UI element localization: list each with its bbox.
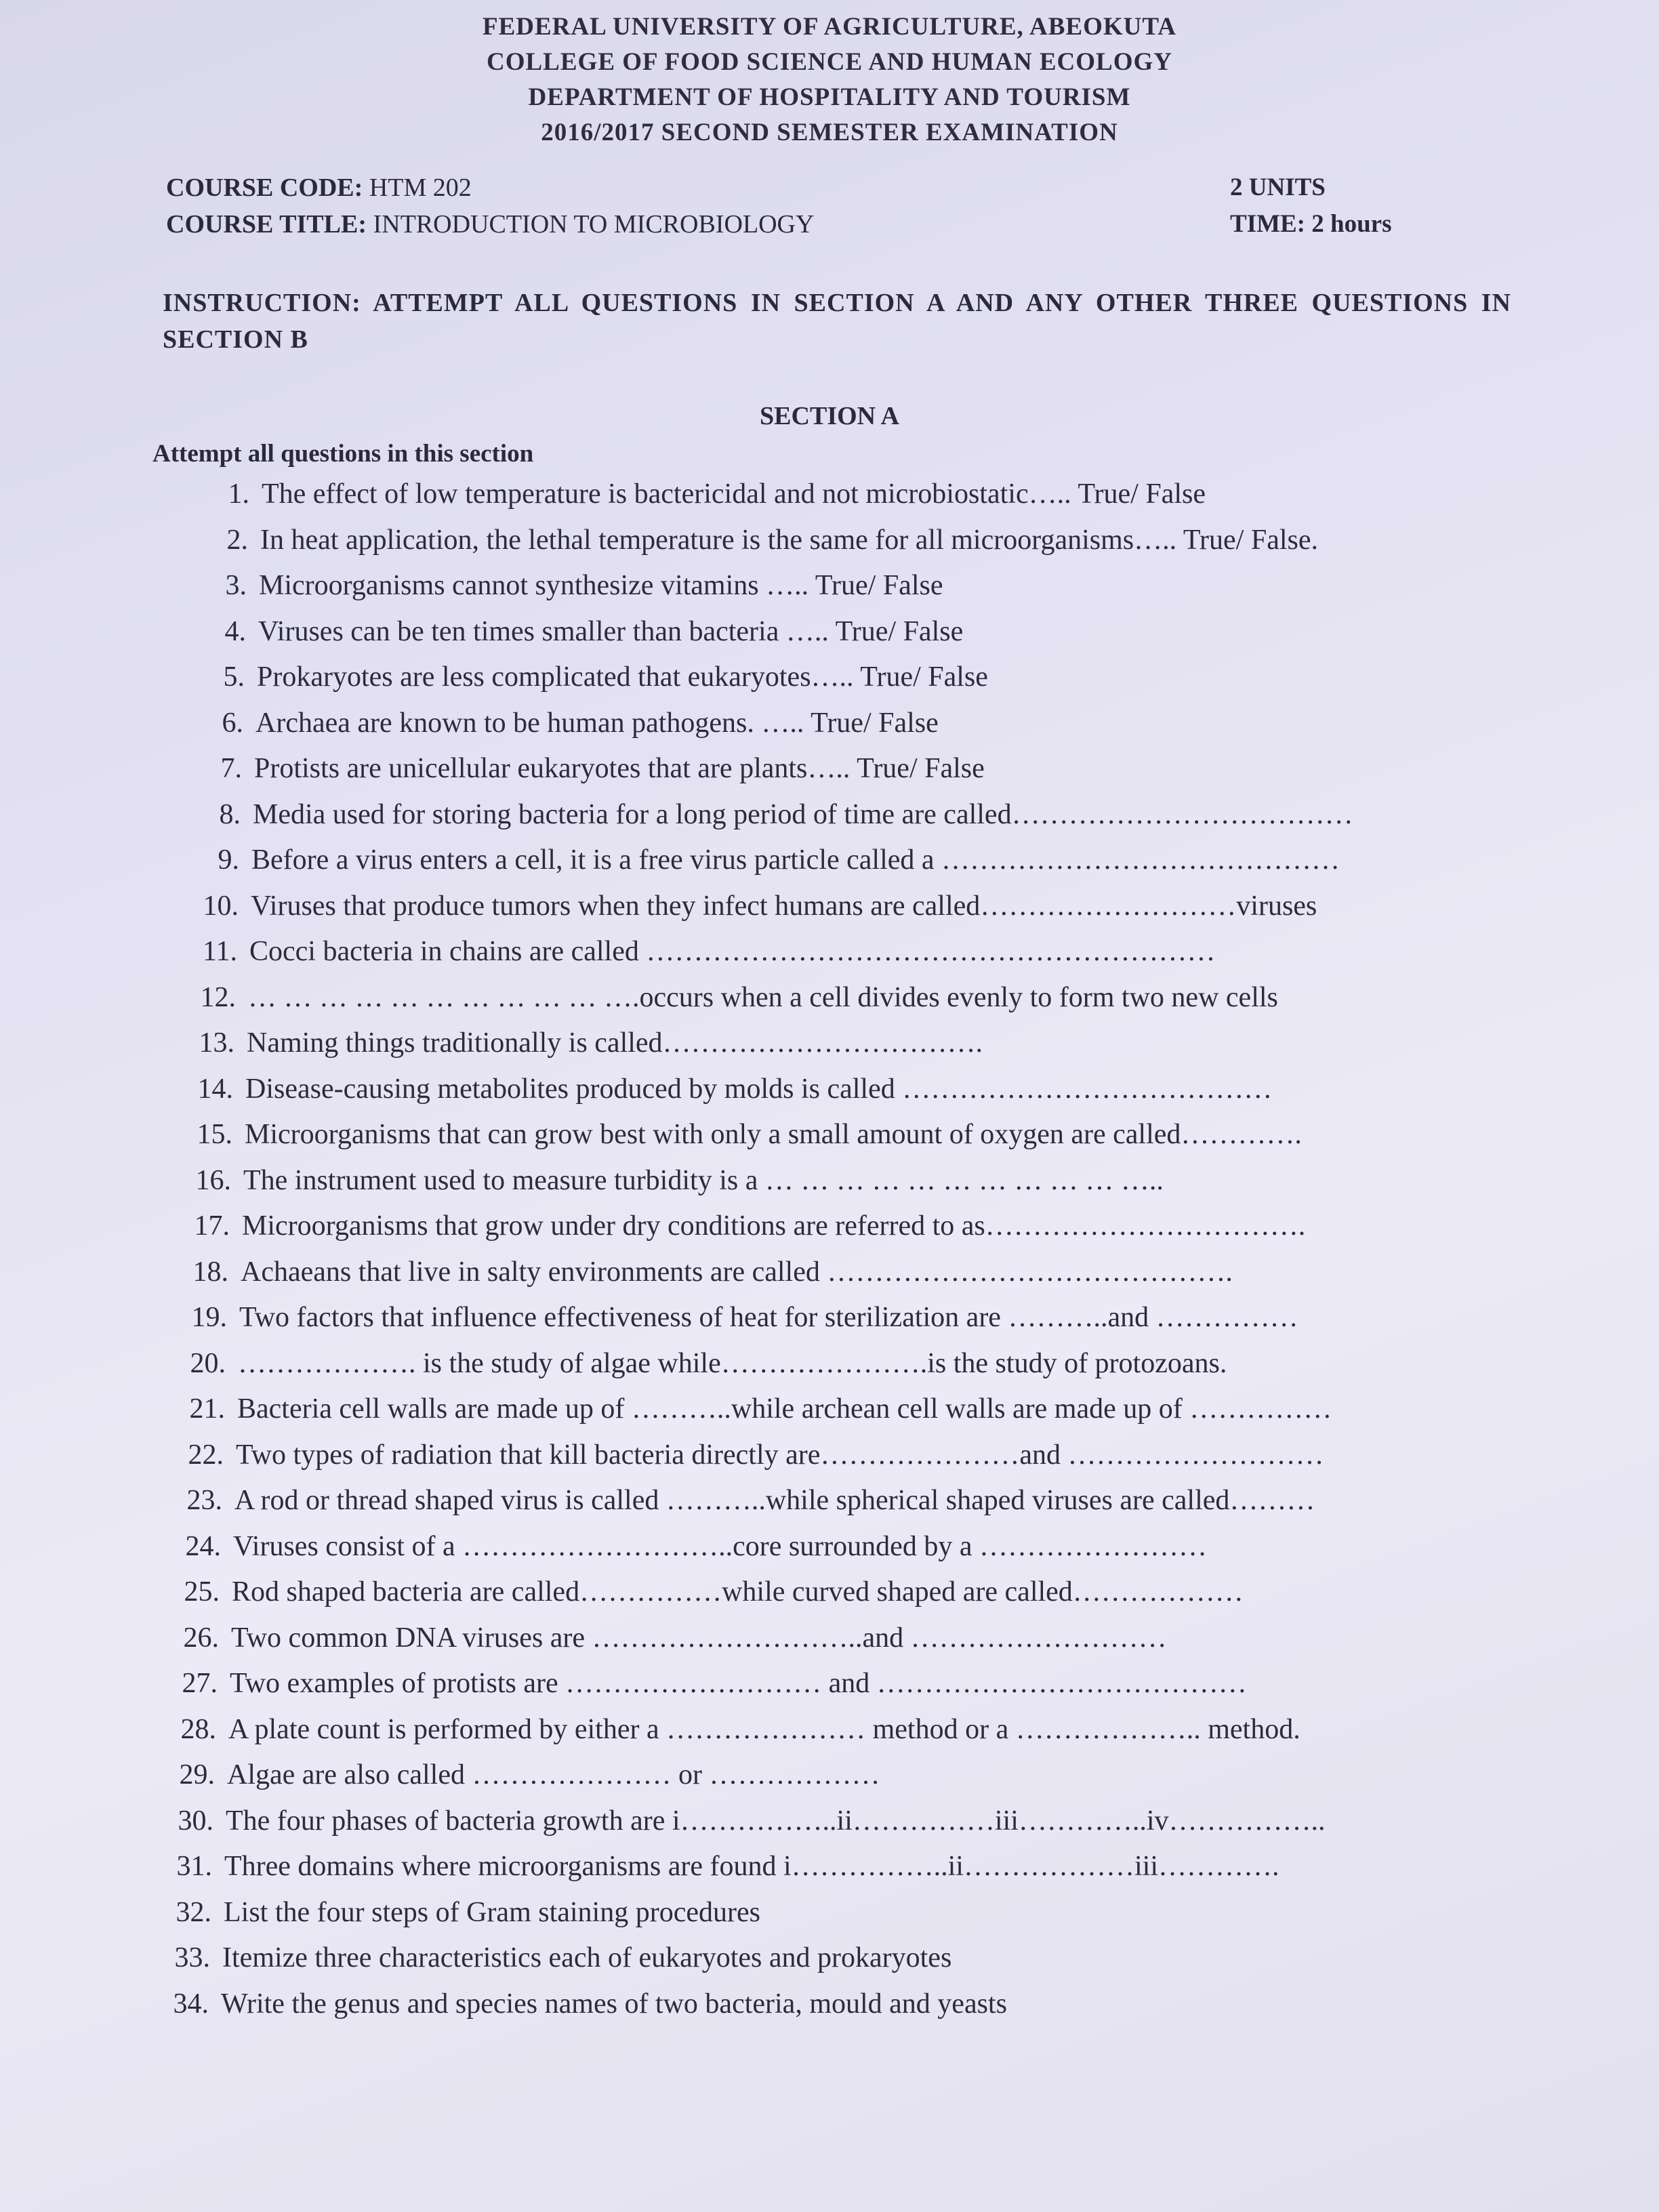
question-text: A plate count is performed by either a ………………… method or a ……………….. method. — [228, 1714, 1300, 1745]
question-item — [178, 1161, 1164, 1200]
question-item — [169, 1481, 1315, 1520]
question-text: Disease-causing metabolites produced by molds is called ………………………………… — [245, 1073, 1273, 1105]
question-number: 30. — [178, 1805, 213, 1837]
question-number: 28. — [180, 1714, 216, 1745]
question-number: 7. — [220, 753, 242, 784]
question-text: … … … … … … … … … … ….occurs when a cell divides evenly to form two new cells — [248, 982, 1278, 1013]
question-item — [165, 1664, 1247, 1703]
question-number: 17. — [194, 1210, 230, 1242]
question-text: A rod or thread shaped virus is called ………..while spherical shaped viruses are called……… — [234, 1485, 1315, 1516]
question-number: 25. — [184, 1576, 220, 1607]
question-text: Bacteria cell walls are made up of ………..while archean cell walls are made up of …………… — [237, 1393, 1332, 1425]
section-subtitle: Attempt all questions in this section — [152, 440, 534, 468]
question-item — [172, 1389, 1332, 1429]
question-number: 20. — [190, 1348, 226, 1379]
question-number: 34. — [173, 1988, 209, 2020]
question-number: 10. — [203, 890, 239, 922]
question-number: 31. — [176, 1851, 212, 1882]
question-item — [163, 1710, 1300, 1749]
question-text: The instrument used to measure turbidity is a … … … … … … … … … … ….. — [243, 1165, 1164, 1196]
course-code-row — [166, 169, 1454, 206]
question-text: Viruses consist of a ………………………..core surrounded by a …………………… — [233, 1531, 1207, 1562]
question-item — [180, 1069, 1272, 1109]
department-name: DEPARTMENT OF HOSPITALITY AND TOURISM — [528, 83, 1131, 111]
question-number: 12. — [200, 982, 236, 1013]
question-number: 13. — [199, 1027, 234, 1059]
question-text: Archaea are known to be human pathogens. ….. True/ False — [255, 708, 939, 739]
question-item — [173, 1344, 1227, 1383]
question-text: The four phases of bacteria growth are i……………..ii……………iii…………..iv…………….. — [226, 1805, 1326, 1837]
question-item — [180, 1115, 1302, 1154]
question-number: 5. — [223, 661, 245, 693]
question-item — [195, 520, 1318, 560]
course-title — [166, 206, 814, 243]
question-number: 8. — [219, 799, 241, 830]
question-item — [182, 1023, 983, 1063]
question-number: 27. — [182, 1668, 218, 1699]
question-item — [166, 1618, 1167, 1658]
course-code-value: HTM 202 — [369, 173, 472, 202]
question-number: 18. — [192, 1256, 228, 1288]
question-number: 33. — [174, 1942, 210, 1973]
question-text: Microorganisms cannot synthesize vitamins ….. True/ False — [259, 570, 943, 601]
question-item — [162, 1755, 880, 1795]
question-text: In heat application, the lethal temperature is the same for all microorganisms….. True/ False. — [260, 525, 1318, 556]
course-title-label: COURSE TITLE: — [166, 210, 367, 239]
course-units: 2 UNITS — [1230, 173, 1326, 201]
question-number: 23. — [186, 1485, 222, 1516]
question-text: Cocci bacteria in chains are called …………………………………………………… — [249, 936, 1216, 967]
question-text: Protists are unicellular eukaryotes that are plants….. True/ False — [254, 753, 985, 784]
question-item — [159, 1847, 1279, 1886]
question-text: Write the genus and species names of two bacteria, mould and yeasts — [221, 1988, 1007, 2020]
exam-title: 2016/2017 SECOND SEMESTER EXAMINATION — [541, 119, 1118, 146]
question-item — [167, 1572, 1244, 1612]
course-code — [166, 169, 472, 206]
question-number: 26. — [183, 1622, 219, 1654]
question-item — [171, 1435, 1324, 1475]
question-number: 15. — [197, 1119, 232, 1150]
course-title-row — [166, 206, 1454, 243]
question-item — [161, 1801, 1326, 1841]
university-name: FEDERAL UNIVERSITY OF AGRICULTURE, ABEOKUTA — [482, 13, 1177, 41]
question-number: 3. — [225, 570, 247, 601]
instruction-text: INSTRUCTION: ATTEMPT ALL QUESTIONS IN SECTION A AND ANY OTHER THREE QUESTIONS IN SECTION B — [163, 289, 1511, 354]
question-item — [159, 1893, 760, 1932]
question-item — [168, 1527, 1207, 1566]
question-text: Three domains where microorganisms are found i……………..ii………………iii…………. — [224, 1851, 1279, 1882]
question-number: 19. — [191, 1302, 227, 1333]
section-title: SECTION A — [760, 402, 899, 430]
question-text: Naming things traditionally is called……………………………. — [247, 1027, 983, 1059]
question-item — [186, 886, 1317, 926]
question-item — [194, 566, 943, 605]
question-item — [176, 1252, 1233, 1292]
question-number: 29. — [179, 1759, 215, 1790]
question-text: Rod shaped bacteria are called……………while curved shaped are called……………… — [232, 1576, 1244, 1607]
question-text: ………………. is the study of algae while………………….is the study of protozoans. — [238, 1348, 1227, 1379]
question-item — [177, 1206, 1305, 1246]
question-text: Algae are also called ………………… or ……………… — [227, 1759, 880, 1790]
question-number: 2. — [226, 525, 248, 556]
question-number: 4. — [224, 616, 246, 647]
question-text: Achaeans that live in salty environments are called ……………………………………. — [241, 1256, 1233, 1288]
question-item — [156, 1984, 1007, 2024]
question-text: Viruses can be ten times smaller than bacteria ….. True/ False — [258, 616, 964, 647]
question-item — [157, 1938, 951, 1978]
question-text: Microorganisms that can grow best with only a small amount of oxygen are called…………. — [245, 1119, 1302, 1150]
question-number: 1. — [228, 478, 249, 510]
question-text: Media used for storing bacteria for a long period of time are called……………………………… — [253, 799, 1353, 830]
question-number: 11. — [203, 936, 237, 967]
question-text: Two common DNA viruses are ………………………..and ……………………… — [231, 1622, 1167, 1654]
question-item — [190, 703, 939, 743]
question-text: Two types of radiation that kill bacteria directly are…………………and ……………………… — [236, 1439, 1324, 1471]
question-number: 24. — [185, 1531, 221, 1562]
course-title-value: INTRODUCTION TO MICROBIOLOGY — [373, 210, 815, 239]
course-info — [166, 169, 1454, 243]
question-text: Viruses that produce tumors when they infect humans are called………………………viruses — [251, 890, 1317, 922]
question-text: Prokaryotes are less complicated that eukaryotes….. True/ False — [257, 661, 988, 693]
question-item — [193, 612, 963, 651]
question-text: List the four steps of Gram staining procedures — [224, 1897, 760, 1928]
question-number: 22. — [188, 1439, 224, 1471]
question-number: 16. — [195, 1165, 231, 1196]
question-text: The effect of low temperature is bactericidal and not microbiostatic….. True/ False — [262, 478, 1206, 510]
question-item — [197, 474, 1206, 514]
question-number: 6. — [222, 708, 243, 739]
question-number: 21. — [189, 1393, 225, 1425]
question-number: 14. — [197, 1073, 233, 1105]
question-text: Before a virus enters a cell, it is a free virus particle called a …………………………………… — [251, 844, 1340, 876]
question-item — [183, 978, 1278, 1017]
question-item — [189, 749, 985, 788]
question-text: Microorganisms that grow under dry conditions are referred to as……………………………. — [242, 1210, 1306, 1242]
college-name: COLLEGE OF FOOD SCIENCE AND HUMAN ECOLOGY — [487, 48, 1172, 76]
question-item — [186, 840, 1340, 880]
course-code-label: COURSE CODE: — [166, 173, 363, 202]
question-text: Two factors that influence effectiveness of heat for sterilization are ………..and …………… — [239, 1302, 1298, 1333]
question-item — [192, 657, 988, 697]
question-number: 32. — [176, 1897, 211, 1928]
question-item — [184, 932, 1215, 971]
question-text: Itemize three characteristics each of eukaryotes and prokaryotes — [222, 1942, 952, 1973]
document-header — [0, 9, 1659, 150]
question-item — [174, 1298, 1298, 1337]
exam-time: TIME: 2 hours — [1230, 210, 1392, 238]
question-text: Two examples of protists are ……………………… and ………………………………… — [230, 1668, 1247, 1699]
question-number: 9. — [218, 844, 239, 876]
question-item — [188, 795, 1353, 834]
